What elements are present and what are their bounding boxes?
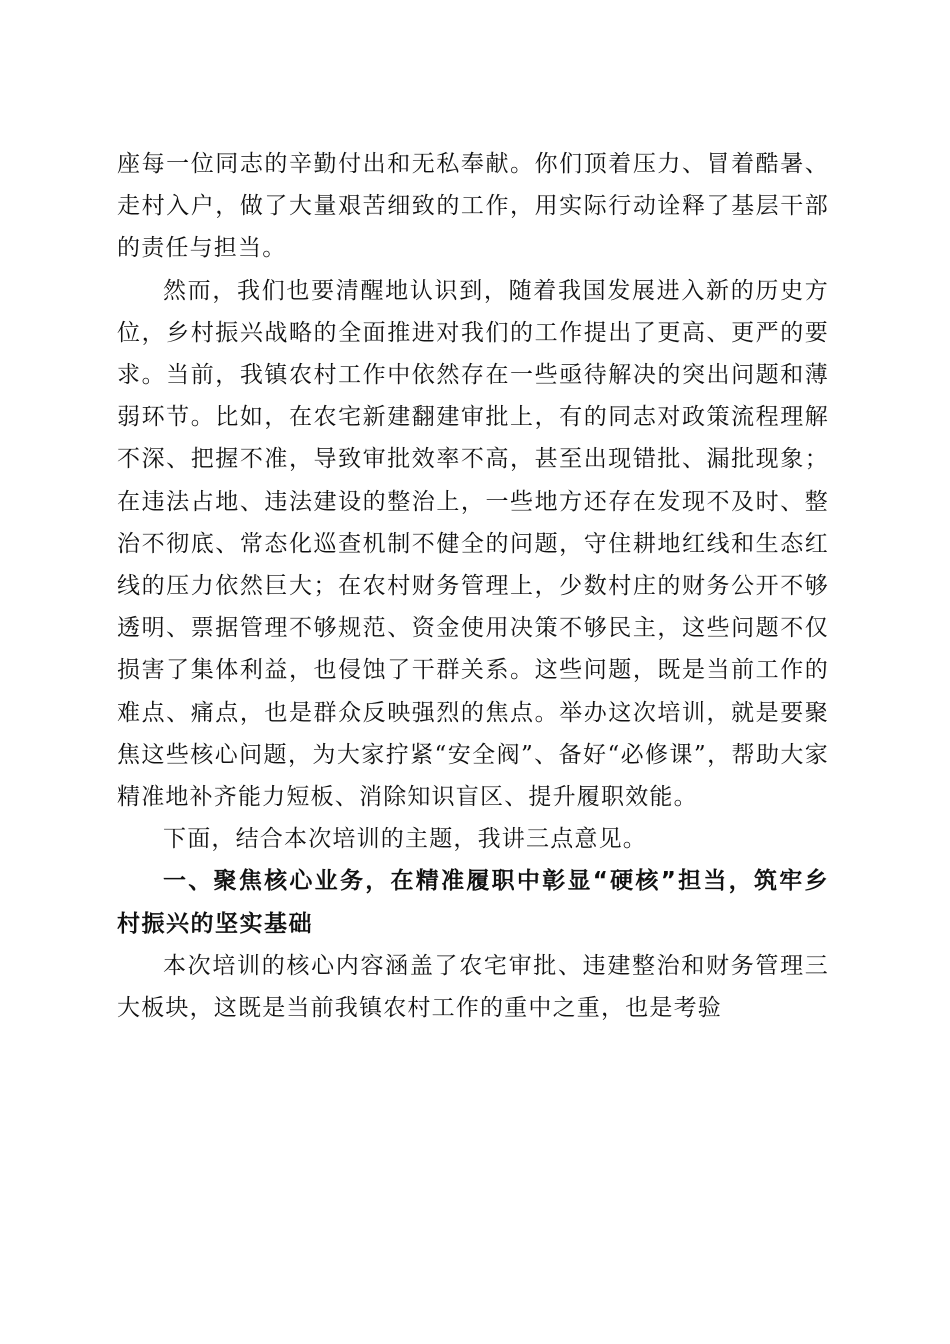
paragraph-current-problems: 然而，我们也要清醒地认识到，随着我国发展进入新的历史方位，乡村振兴战略的全面推进对我们的工作提出了更高、更严的要求。当前，我镇农村工作中依然存在一些亟待解决的突出问题和薄弱环节。比如，在农宅新建翻建审批上，有的同志对政策流程理解不深、把握不准，导致审批效率不高，甚至出现错批、漏批现象；在违法占地、违法建设的整治上，一些地方还存在发现不及时、整治不彻底、常态化巡查机制不健全的问题，守住耕地红线和生态红线的压力依然巨大；在农村财务管理上，少数村庄的财务公开不够透明、票据管理不够规范、资金使用决策不够民主，这些问题不仅损害了集体利益，也侵蚀了干群关系。这些问题，既是当前工作的难点、痛点，也是群众反映强烈的焦点。举办这次培训，就是要聚焦这些核心问题，为大家拧紧“安全阀”、备好“必修课”，帮助大家精准地补齐能力短板、消除知识盲区、提升履职效能。 [117, 277, 829, 811]
section-heading-one: 一、聚焦核心业务，在精准履职中彰显“硬核”担当，筑牢乡村振兴的坚实基础 [117, 868, 829, 937]
document-body [117, 143, 829, 1029]
paragraph-training-content: 本次培训的核心内容涵盖了农宅审批、违建整治和财务管理三大板块，这既是当前我镇农村工作的重中之重，也是考验 [117, 952, 829, 1022]
paragraph-continuation: 座每一位同志的辛勤付出和无私奉献。你们顶着压力、冒着酷暑、走村入户，做了大量艰苦细致的工作，用实际行动诠释了基层干部的责任与担当。 [117, 151, 829, 262]
paragraph-three-opinions: 下面，结合本次培训的主题，我讲三点意见。 [163, 826, 647, 853]
